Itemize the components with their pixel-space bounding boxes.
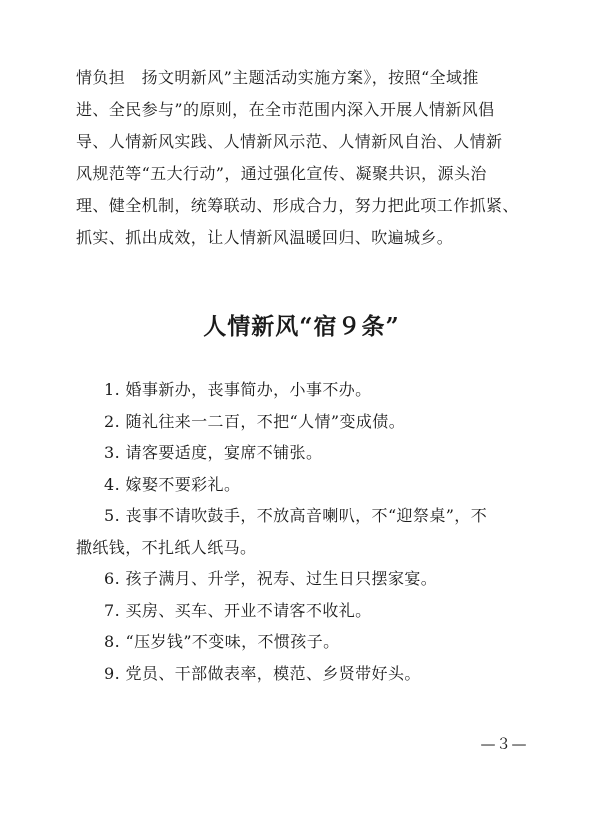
section-heading: 人情新风“宿９条” bbox=[203, 313, 400, 340]
rule-text: 9. 党员、干部做表率，模范、乡贤带好头。 bbox=[104, 663, 421, 683]
rule-text-continuation: 撒纸钱，不扎纸人纸马。 bbox=[76, 537, 257, 557]
rule-item-2 bbox=[76, 406, 528, 438]
rules-list bbox=[76, 374, 528, 689]
rule-item-1 bbox=[76, 374, 528, 406]
intro-line: 风规范等“五大行动”，通过强化宣传、凝聚共识，源头治 bbox=[76, 164, 487, 183]
intro-line: 情负担 扬文明新风”主题活动实施方案》，按照“全域推 bbox=[76, 68, 479, 87]
rule-item-7 bbox=[76, 595, 528, 627]
rule-item-4 bbox=[76, 469, 528, 501]
rule-text: 1. 婚事新办，丧事简办，小事不办。 bbox=[104, 380, 372, 399]
page-number: —３— bbox=[480, 735, 527, 753]
rule-item-3 bbox=[76, 437, 528, 469]
rule-item-8 bbox=[76, 626, 528, 658]
intro-line: 导、人情新风实践、人情新风示范、人情新风自治、人情新 bbox=[76, 132, 503, 151]
rule-item-6 bbox=[76, 563, 528, 595]
intro-line: 理、健全机制，统筹联动、形成合力，努力把此项工作抓紧、 bbox=[76, 196, 519, 215]
rule-item-5 bbox=[76, 500, 528, 563]
intro-paragraph bbox=[76, 62, 528, 254]
intro-line: 抓实、抓出成效，让人情新风温暖回归、吹遍城乡。 bbox=[76, 228, 454, 247]
intro-line: 进、全民参与”的原则，在全市范围内深入开展人情新风倡 bbox=[76, 100, 495, 119]
rule-text: 2. 随礼往来一二百，不把“人情”变成债。 bbox=[104, 411, 406, 431]
rule-text: 8. “压岁钱”不变味，不惯孩子。 bbox=[104, 632, 340, 651]
rule-text: 3. 请客要适度，宴席不铺张。 bbox=[104, 443, 323, 462]
rule-text: 7. 买房、买车、开业不请客不收礼。 bbox=[104, 600, 372, 620]
rule-item-9 bbox=[76, 658, 528, 690]
rule-text: 6. 孩子满月、升学，祝寿、过生日只摆家宴。 bbox=[104, 569, 438, 588]
rule-text: 5. 丧事不请吹鼓手，不放高音喇叭，不“迎祭桌”，不 bbox=[104, 506, 488, 525]
rule-text: 4. 嫁娶不要彩礼。 bbox=[104, 474, 241, 494]
